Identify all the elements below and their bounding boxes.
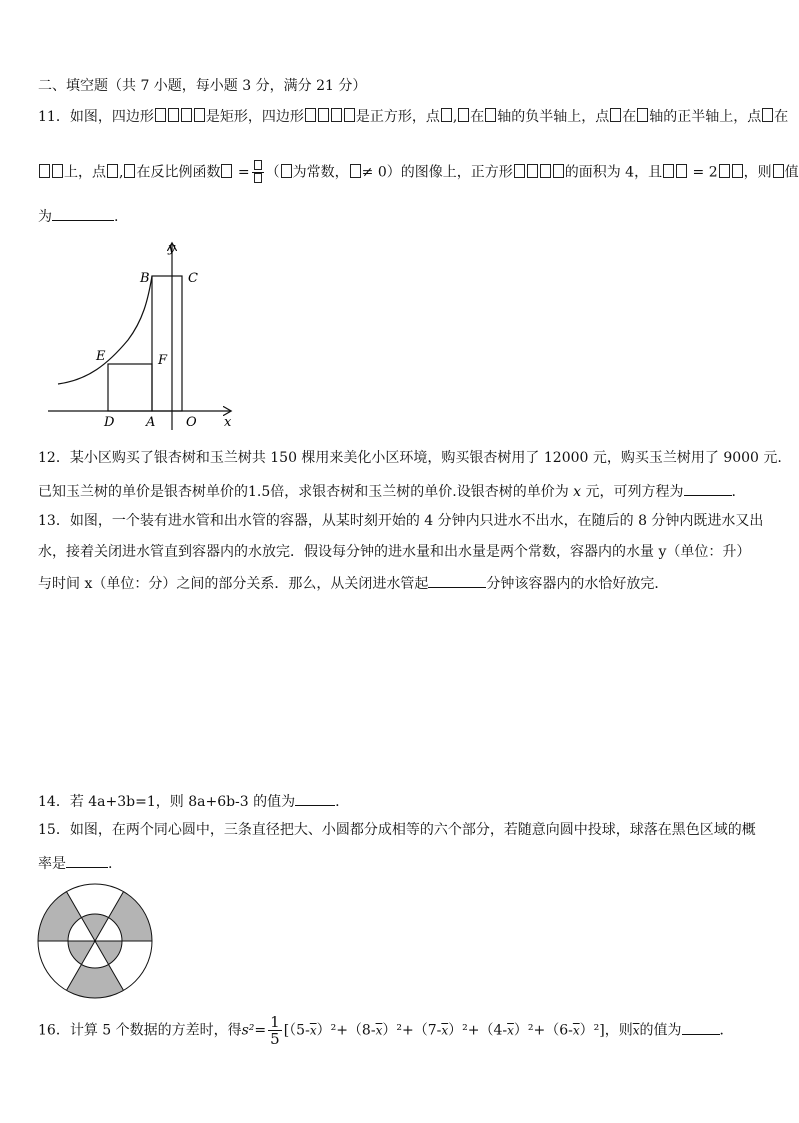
placeholder-glyph bbox=[281, 164, 292, 178]
label-o: O bbox=[186, 415, 197, 430]
q16-text: ）²]，则 bbox=[579, 1022, 633, 1039]
q13-line1: 13．如图，一个装有进水管和出水管的容器，从某时刻开始的 4 分钟内只进水不出水，在随后的 8 分钟内既进水又出 bbox=[38, 513, 764, 529]
q12-text: 倍，求银杏树和玉兰树的单价.设银杏树的单价为 bbox=[270, 484, 569, 500]
q12-text: . bbox=[731, 484, 736, 500]
q11-text: = 2 bbox=[692, 164, 718, 181]
q12-text: 元，可列方程为 bbox=[585, 484, 684, 500]
q11-text: 为常数， bbox=[292, 164, 349, 181]
q11-text: 的面积为 4，且 bbox=[564, 164, 663, 181]
q12-text: 已知玉兰树的单价是银杏树单价的 bbox=[38, 484, 248, 500]
placeholder-glyph bbox=[485, 108, 496, 122]
q11-text: 是矩形，四边形 bbox=[205, 109, 304, 125]
answer-blank[interactable] bbox=[52, 206, 114, 221]
q11-text: 在 bbox=[774, 109, 789, 125]
placeholder-glyph bbox=[331, 108, 342, 122]
frac-denominator: 5 bbox=[270, 1030, 280, 1048]
placeholder-glyph bbox=[221, 164, 232, 178]
fraction bbox=[252, 160, 264, 185]
placeholder-glyph bbox=[553, 164, 564, 178]
q11-text: 是正方形，点 bbox=[355, 109, 440, 125]
concentric-circles-figure bbox=[36, 883, 156, 999]
q16-text: ）²+（4- bbox=[448, 1022, 508, 1039]
q15-line2 bbox=[38, 853, 112, 873]
placeholder-glyph bbox=[527, 164, 538, 178]
q11-text: 上，点 bbox=[64, 164, 106, 181]
q14-text: 14．若 4a+3b=1，则 8a+6b-3 的值为 bbox=[38, 794, 296, 810]
q15-line1: 15．如图，在两个同心圆中，三条直径把大、小圆都分成相等的六个部分，若随意向圆中投球，球落在黑色区域的概 bbox=[38, 822, 756, 838]
q16-text: ）²+（8- bbox=[316, 1022, 376, 1039]
placeholder-glyph bbox=[344, 108, 355, 122]
placeholder-glyph bbox=[181, 108, 192, 122]
q13-line2: 水，接着关闭进水管直到容器内的水放完．假设每分钟的进水量和出水量是两个常数，容器内的水量 y（单位：升） bbox=[38, 544, 751, 560]
q13-line3 bbox=[38, 573, 668, 593]
placeholder-glyph bbox=[663, 164, 674, 178]
placeholder-glyph bbox=[732, 164, 743, 178]
label-c: C bbox=[188, 271, 198, 286]
q11-line3 bbox=[38, 206, 118, 226]
placeholder-glyph bbox=[107, 164, 118, 178]
q11-text: 为 bbox=[38, 209, 52, 225]
x-bar: $\overline{x}$ bbox=[309, 1023, 317, 1038]
q11-text: （ bbox=[265, 164, 280, 181]
square-defa bbox=[108, 364, 152, 411]
placeholder-glyph bbox=[39, 164, 50, 178]
x-bar: $\overline{x}$ bbox=[507, 1023, 514, 1038]
frac-numerator: 1 bbox=[270, 1013, 280, 1031]
x-bar: $\overline{x}$ bbox=[632, 1023, 640, 1038]
placeholder-glyph bbox=[610, 108, 621, 122]
placeholder-glyph bbox=[52, 164, 63, 178]
q12-line2 bbox=[38, 481, 736, 501]
q16-text: ）²+（6- bbox=[513, 1022, 573, 1039]
placeholder-glyph bbox=[762, 108, 773, 122]
q16-text: 的值为 bbox=[639, 1022, 682, 1039]
q11-text: ≠ 0）的图像上，正方形 bbox=[361, 164, 513, 181]
q16-text: 16．计算 5 个数据的方差时，得 bbox=[38, 1022, 242, 1039]
q16-line bbox=[38, 1014, 734, 1047]
label-x: x bbox=[224, 415, 232, 430]
placeholder-glyph bbox=[458, 108, 469, 122]
q11-text: 轴的正半轴上，点 bbox=[649, 109, 762, 125]
q16-fraction bbox=[268, 1014, 282, 1047]
x-bar: $\overline{x}$ bbox=[441, 1023, 449, 1038]
q13-text: 与时间 x（单位：分）之间的部分关系．那么，从关闭进水管起 bbox=[38, 576, 429, 592]
q11-line1: 11．如图，四边形 是矩形，四边形 是正方形，点 , 在 轴的负半轴上，点 在 轴的正半轴上，点 在 bbox=[38, 109, 789, 125]
label-y: y bbox=[168, 241, 176, 256]
hyperbola-curve bbox=[58, 276, 152, 384]
q11-text: 值 bbox=[784, 164, 799, 181]
q11-text: 在 bbox=[622, 109, 637, 125]
q13-text: 分钟该容器内的水恰好放完． bbox=[486, 576, 669, 592]
placeholder-glyph bbox=[318, 108, 329, 122]
q16-s2: s²= bbox=[241, 1022, 267, 1039]
label-d: D bbox=[104, 415, 115, 430]
placeholder-glyph bbox=[676, 164, 687, 178]
q15-text: 率是 bbox=[38, 856, 66, 872]
q11-text: 轴的负半轴上，点 bbox=[497, 109, 610, 125]
placeholder-glyph bbox=[350, 164, 361, 178]
label-e: E bbox=[96, 349, 106, 364]
placeholder-glyph bbox=[637, 108, 648, 122]
q12-line1: 12．某小区购买了银杏树和玉兰树共 150 棵用来美化小区环境，购买银杏树用了 12000 元，购买玉兰树用了 9000 元. bbox=[38, 450, 782, 466]
placeholder-glyph bbox=[441, 108, 452, 122]
answer-blank[interactable] bbox=[428, 573, 486, 588]
x-bar: $\overline{x}$ bbox=[375, 1023, 383, 1038]
placeholder-glyph bbox=[305, 108, 316, 122]
placeholder-glyph bbox=[194, 108, 205, 122]
placeholder-glyph bbox=[124, 164, 135, 178]
q11-text: . bbox=[114, 209, 119, 225]
q11-text: 11．如图，四边形 bbox=[38, 109, 154, 125]
answer-blank[interactable] bbox=[684, 481, 732, 496]
q16-text: ）²+（7- bbox=[382, 1022, 442, 1039]
placeholder-glyph bbox=[773, 164, 784, 178]
q11-text: 在反比例函数 bbox=[136, 164, 221, 181]
q11-text: 在 bbox=[470, 109, 485, 125]
placeholder-glyph bbox=[719, 164, 730, 178]
label-b: B bbox=[140, 271, 150, 286]
section-heading: 二、填空题（共 7 小题，每小题 3 分，满分 21 分） bbox=[38, 78, 367, 94]
answer-blank[interactable] bbox=[66, 853, 108, 868]
q14-line bbox=[38, 791, 340, 811]
q11-figure bbox=[48, 240, 248, 432]
placeholder-glyph bbox=[514, 164, 525, 178]
q12-value: 1.5 bbox=[248, 484, 271, 500]
q15-text: . bbox=[108, 856, 113, 872]
answer-blank[interactable] bbox=[682, 1020, 720, 1035]
q11-line2: 上，点 , 在反比例函数 = （ 为常数， ≠ 0）的图像上，正方形 的面积为 4，且 = 2 ，则 值 bbox=[38, 160, 799, 185]
placeholder-glyph bbox=[540, 164, 551, 178]
q12-variable: x bbox=[573, 484, 582, 500]
q16-text: ． bbox=[719, 1022, 734, 1039]
answer-blank[interactable] bbox=[295, 791, 335, 806]
x-bar: $\overline{x}$ bbox=[572, 1023, 580, 1038]
q14-text: . bbox=[335, 794, 340, 810]
q16-text: [（5- bbox=[283, 1022, 310, 1039]
placeholder-glyph bbox=[155, 108, 166, 122]
label-f: F bbox=[158, 353, 168, 368]
placeholder-glyph bbox=[168, 108, 179, 122]
label-a: A bbox=[146, 415, 156, 430]
q11-text: ，则 bbox=[743, 164, 772, 181]
rectangle-abco bbox=[152, 276, 182, 411]
